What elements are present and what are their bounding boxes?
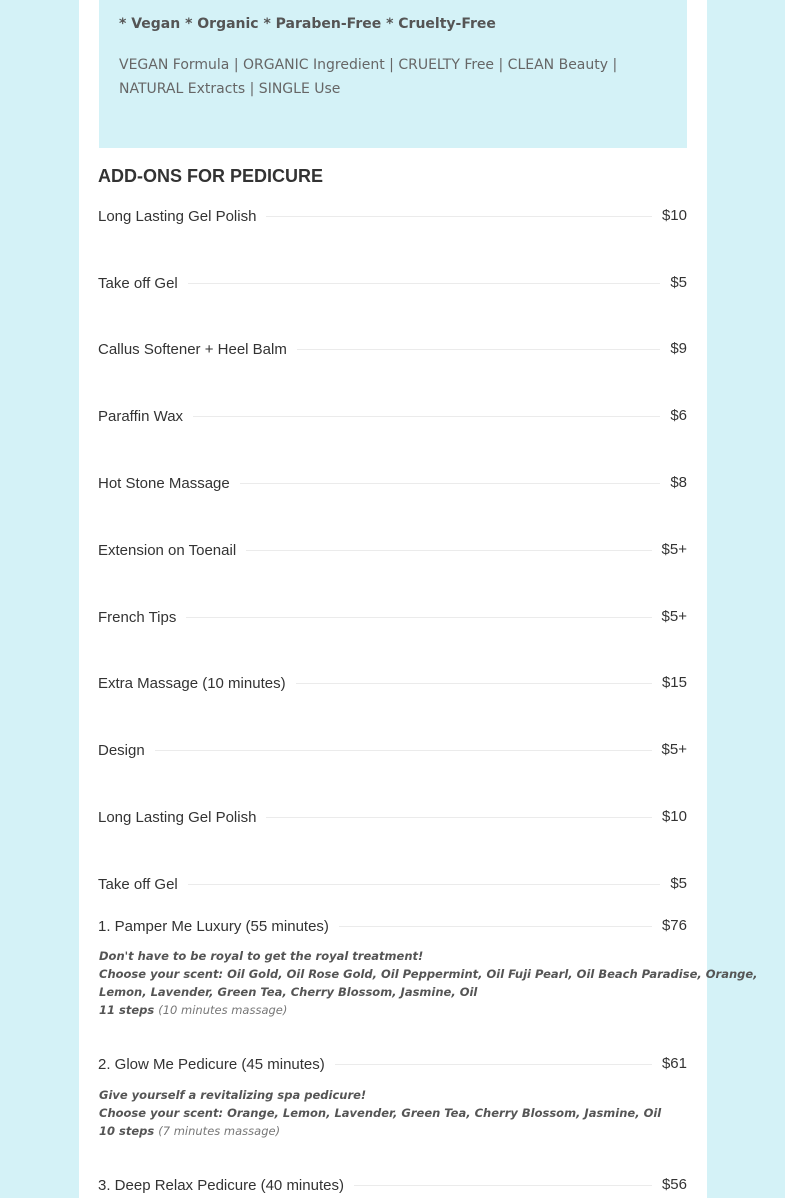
leader-line xyxy=(297,349,660,350)
banner-text: VEGAN Formula | ORGANIC Ingredient | CRUELTY Free | CLEAN Beauty | NATURAL Extracts | SINGLE Use xyxy=(119,57,618,97)
addon-row xyxy=(98,205,687,227)
service-price: $76 xyxy=(661,916,687,934)
service-row xyxy=(98,915,687,937)
addon-price: $9 xyxy=(670,339,687,357)
leader-line xyxy=(193,416,660,417)
service-description xyxy=(99,1086,687,1140)
addon-row xyxy=(98,873,687,895)
service-price: $61 xyxy=(661,1054,687,1072)
service-steps-line xyxy=(99,1001,687,1019)
leader-line xyxy=(246,550,651,551)
service-description xyxy=(99,947,758,1019)
service-steps: 11 steps xyxy=(99,1003,155,1017)
addon-name: Callus Softener + Heel Balm xyxy=(98,340,287,358)
addon-name: Long Lasting Gel Polish xyxy=(98,207,257,225)
service-massage: (7 minutes massage) xyxy=(158,1124,281,1138)
leader-line xyxy=(339,926,652,927)
service-steps-line xyxy=(99,1122,687,1140)
service-scents: Choose your scent: Orange, Lemon, Lavender, Green Tea, Cherry Blossom, Jasmine, Oil xyxy=(99,1106,662,1120)
addon-name: Hot Stone Massage xyxy=(98,474,230,492)
service-tagline: Don't have to be royal to get the royal treatment! xyxy=(99,949,424,963)
service-name: 2. Glow Me Pedicure (45 minutes) xyxy=(98,1055,325,1073)
product-banner xyxy=(99,0,687,148)
addon-price: $5 xyxy=(670,874,687,892)
service-row xyxy=(98,1174,687,1196)
leader-line xyxy=(240,483,661,484)
leader-line xyxy=(335,1064,652,1065)
addon-price: $6 xyxy=(670,406,687,424)
addon-name: Extra Massage (10 minutes) xyxy=(98,674,286,692)
addon-price: $5+ xyxy=(661,607,687,625)
addon-row xyxy=(98,272,687,294)
service-row xyxy=(98,1053,687,1075)
addon-row xyxy=(98,672,687,694)
menu-page xyxy=(79,0,758,1198)
addon-row xyxy=(98,606,687,628)
addon-price: $5 xyxy=(670,273,687,291)
service-tagline: Give yourself a revitalizing spa pedicure! xyxy=(99,1088,367,1102)
addon-name: Paraffin Wax xyxy=(98,407,184,425)
service-scents: Lemon, Lavender, Green Tea, Cherry Blossom, Jasmine, Oil xyxy=(99,985,478,999)
service-name: 3. Deep Relax Pedicure (40 minutes) xyxy=(98,1176,344,1194)
leader-line xyxy=(188,283,661,284)
addon-price: $5+ xyxy=(661,540,687,558)
leader-line xyxy=(188,884,661,885)
addon-name: Long Lasting Gel Polish xyxy=(98,808,257,826)
addon-price: $15 xyxy=(661,673,687,691)
addon-price: $10 xyxy=(661,206,687,224)
leader-line xyxy=(266,817,652,818)
addon-name: French Tips xyxy=(98,608,177,626)
addons-title: ADD-ONS FOR PEDICURE xyxy=(98,166,324,186)
service-price: $56 xyxy=(661,1175,687,1193)
leader-line xyxy=(266,216,652,217)
addon-name: Take off Gel xyxy=(98,274,178,292)
banner-title: * Vegan * Organic * Paraben-Free * Cruelty-Free xyxy=(119,16,496,32)
addon-row xyxy=(98,338,687,360)
addon-name: Extension on Toenail xyxy=(98,541,237,559)
leader-line xyxy=(155,750,652,751)
addon-row xyxy=(98,739,687,761)
addon-row xyxy=(98,472,687,494)
addon-row xyxy=(98,806,687,828)
addon-price: $8 xyxy=(670,473,687,491)
service-steps: 10 steps xyxy=(99,1124,155,1138)
addon-price: $10 xyxy=(661,807,687,825)
service-scents: Choose your scent: Oil Gold, Oil Rose Gold, Oil Peppermint, Oil Fuji Pearl, Oil Beach Paradise, Orange, xyxy=(99,967,758,981)
leader-line xyxy=(296,683,652,684)
addon-price: $5+ xyxy=(661,740,687,758)
addon-name: Take off Gel xyxy=(98,875,178,893)
addon-name: Design xyxy=(98,741,145,759)
leader-line xyxy=(354,1185,652,1186)
addon-row xyxy=(98,539,687,561)
addon-row xyxy=(98,405,687,427)
leader-line xyxy=(186,617,651,618)
service-massage: (10 minutes massage) xyxy=(158,1003,288,1017)
service-name: 1. Pamper Me Luxury (55 minutes) xyxy=(98,917,329,935)
